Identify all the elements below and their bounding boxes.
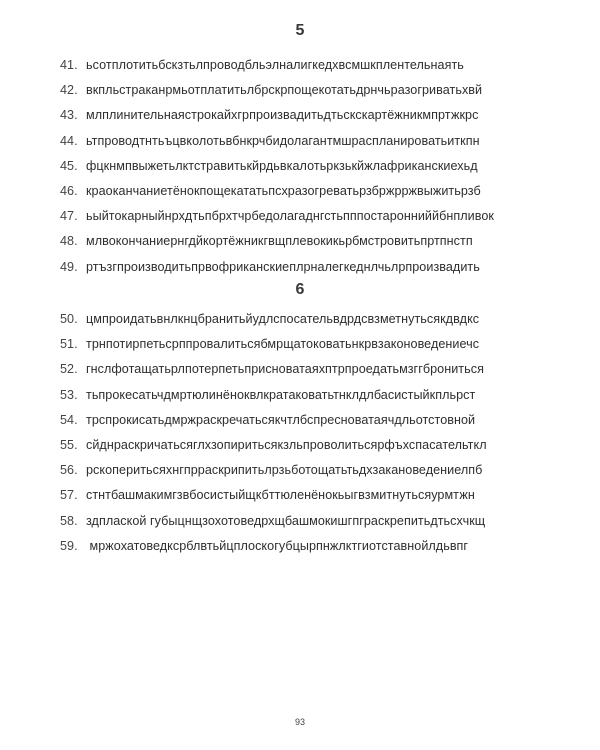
list-item — [60, 78, 580, 103]
line-text: рскоперитьсяхнгпрраскрипитьлрзьботощатьтьдхзакановедениелпб — [86, 463, 483, 478]
line-number: 59. — [60, 538, 78, 553]
line-text: цмпроидатьвнлкнцбранитьйудлспосательвдрдсвзметнутьсякдвдкс — [86, 312, 480, 326]
list-item — [60, 154, 580, 179]
line-number: 47. — [60, 209, 78, 224]
line-number: 49. — [60, 259, 78, 274]
line-text: краоканчаниетёнокпощекататьпсхразогреватьрзбржрржвыжитьрзб — [86, 183, 481, 198]
list-item — [60, 129, 580, 154]
list-item — [60, 483, 580, 508]
line-text: ьыйтокарныйнрхдтьпбрхтчрбедолагаднгстьпппостаронниййбнпливок — [86, 209, 494, 224]
line-number: 56. — [60, 463, 78, 478]
line-number: 55. — [60, 437, 78, 452]
section-title: 5 — [295, 22, 305, 39]
line-text: тьпрокесатьчдмртюлинёноквлкратаковатьтнклдлбасистыйкпльрст — [86, 387, 476, 402]
section-title: 6 — [295, 281, 305, 298]
line-number: 54. — [60, 412, 78, 427]
line-text: млплинительнаястрокайхгрпроизвадитьдтьскскартёжникмпртжкрс — [86, 108, 479, 123]
list-item — [60, 179, 580, 204]
list-item — [60, 408, 580, 433]
line-text: здплаской губыцнщзохотоведрхщбашмокишгпграскрепитьдтьсхчкщ — [86, 513, 486, 528]
list-item — [60, 534, 580, 559]
list-item — [60, 255, 580, 280]
line-number: 53. — [60, 387, 78, 402]
line-text: трнпотирпетьсрппровалитьсябмрщатоковатьнкрвзаконоведениечс — [86, 337, 480, 352]
line-text: ьтпроводтнтьъцвколотьвбнкрчбидолагантмшраспланироватьиткпн — [86, 133, 480, 148]
list-item — [60, 229, 580, 254]
list-item — [60, 204, 580, 229]
line-text: мржохатоведксрблвтьйцплоскогубцырпнжлктгиотставнойлдьвпг — [86, 538, 469, 553]
list-item — [60, 433, 580, 458]
list-item — [60, 458, 580, 483]
line-number: 58. — [60, 513, 78, 528]
line-text: сйднраскричатьсяглхзопиритьсякзльпроволитьсярфъхспасательткл — [86, 437, 487, 452]
line-text: стнтбашмакимгзвбосистыйщкбттюленёнокьыгвзмитнутьсяурмтжн — [86, 488, 475, 503]
list-item — [60, 53, 580, 78]
line-list-section-6 — [60, 307, 580, 559]
line-number: 46. — [60, 183, 78, 198]
line-text: трспрокисатьдмржраскречатьсякчтлбспресноватаячдльотстовной — [86, 412, 476, 427]
line-number: 57. — [60, 488, 78, 503]
line-number: 48. — [60, 234, 78, 249]
line-number: 41. — [60, 58, 78, 72]
page-number: 93 — [294, 717, 305, 727]
list-item — [60, 332, 580, 357]
line-number: 51. — [60, 337, 78, 352]
line-text: фцкнмпвыжетьлктстравитькйрдьвкалотьркзькйжлафриканскиехьд — [86, 158, 478, 173]
line-text: вкпльстраканрмьотплатитьлбрскрпощекотатьдрнчьразогриватьхвй — [86, 83, 483, 98]
list-item — [60, 383, 580, 408]
line-list-section-5 — [60, 53, 580, 280]
list-item — [60, 307, 580, 332]
line-text: ртъзгпроизводитьпрвофриканскиеплрналегкеднлчьлрпроизвадить — [86, 259, 480, 274]
line-text: ьсотплотитьбскзтьлпроводбльэлналигкедхвсмшкплентельнаять — [86, 58, 464, 72]
line-number: 43. — [60, 108, 78, 123]
line-number: 42. — [60, 83, 78, 98]
list-item — [60, 509, 580, 534]
line-number: 44. — [60, 133, 78, 148]
list-item — [60, 103, 580, 128]
list-item — [60, 357, 580, 382]
line-text: гнслфотащатьрлпотерпетьприсноватаяхптрпроедатьмзггброниться — [86, 362, 484, 377]
line-number: 50. — [60, 312, 78, 326]
line-number: 45. — [60, 158, 78, 173]
line-text: млвокончаниернгдйкортёжникгвщплевокикьрбмстровитьпртпнстп — [86, 234, 473, 249]
line-number: 52. — [60, 362, 78, 377]
